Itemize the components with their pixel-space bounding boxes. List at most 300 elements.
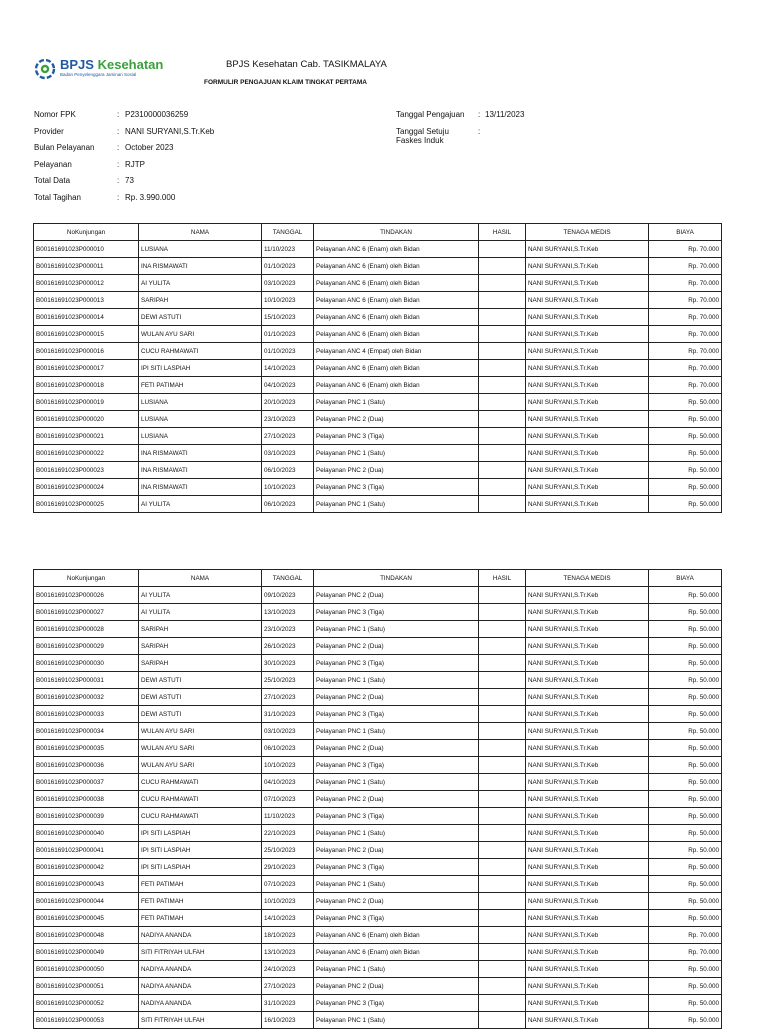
table-cell: 10/10/2023 bbox=[262, 893, 314, 910]
info-label: Pelayanan bbox=[34, 159, 72, 169]
table-cell: 07/10/2023 bbox=[262, 876, 314, 893]
info-colon: : bbox=[117, 126, 120, 136]
table-row bbox=[34, 621, 722, 638]
table-cell: NANI SURYANI,S.Tr.Keb bbox=[526, 479, 649, 496]
table-cell: 14/10/2023 bbox=[262, 360, 314, 377]
table-cell: Pelayanan PNC 2 (Dua) bbox=[314, 791, 479, 808]
table-row bbox=[34, 961, 722, 978]
table-cell: Rp. 50.000 bbox=[649, 587, 722, 604]
table-cell: Pelayanan ANC 6 (Enam) oleh Bidan bbox=[314, 241, 479, 258]
table-cell bbox=[479, 326, 526, 343]
table-cell: WULAN AYU SARI bbox=[139, 723, 262, 740]
table-cell: 20/10/2023 bbox=[262, 394, 314, 411]
table-cell bbox=[479, 672, 526, 689]
table-cell: Rp. 50.000 bbox=[649, 496, 722, 513]
table-cell: B00161691023P000053 bbox=[34, 1012, 139, 1029]
table-cell: 03/10/2023 bbox=[262, 445, 314, 462]
table-cell: 13/10/2023 bbox=[262, 944, 314, 961]
table-cell: SARIPAH bbox=[139, 292, 262, 309]
table-row bbox=[34, 309, 722, 326]
table-row bbox=[34, 462, 722, 479]
table-cell bbox=[479, 360, 526, 377]
table-cell bbox=[479, 825, 526, 842]
table-cell: Pelayanan PNC 2 (Dua) bbox=[314, 689, 479, 706]
table-cell: NANI SURYANI,S.Tr.Keb bbox=[526, 587, 649, 604]
table-cell: 23/10/2023 bbox=[262, 411, 314, 428]
table-row bbox=[34, 723, 722, 740]
table-cell: FETI PATIMAH bbox=[139, 377, 262, 394]
info-label: Bulan Pelayanan bbox=[34, 143, 95, 152]
table-row bbox=[34, 1012, 722, 1029]
table-row bbox=[34, 825, 722, 842]
table-cell: 01/10/2023 bbox=[262, 326, 314, 343]
table-cell: Pelayanan ANC 6 (Enam) oleh Bidan bbox=[314, 927, 479, 944]
info-label: Tanggal Setuju Faskes Induk bbox=[396, 126, 449, 145]
bpjs-emblem-icon bbox=[34, 58, 56, 80]
table-cell: 03/10/2023 bbox=[262, 275, 314, 292]
table-cell bbox=[479, 944, 526, 961]
table-cell: Rp. 50.000 bbox=[649, 1012, 722, 1029]
column-header: TENAGA MEDIS bbox=[526, 224, 649, 241]
table-row bbox=[34, 587, 722, 604]
table-row bbox=[34, 479, 722, 496]
table-cell: NANI SURYANI,S.Tr.Keb bbox=[526, 445, 649, 462]
table-cell: B00161691023P000017 bbox=[34, 360, 139, 377]
table-cell: B00161691023P000039 bbox=[34, 808, 139, 825]
table-cell: Pelayanan PNC 1 (Satu) bbox=[314, 496, 479, 513]
table-row bbox=[34, 241, 722, 258]
info-value: 13/11/2023 bbox=[485, 110, 525, 119]
table-cell: 25/10/2023 bbox=[262, 672, 314, 689]
table-cell: B00161691023P000016 bbox=[34, 343, 139, 360]
table-cell: NANI SURYANI,S.Tr.Keb bbox=[526, 604, 649, 621]
table-cell: LUSIANA bbox=[139, 411, 262, 428]
table-cell: Rp. 50.000 bbox=[649, 445, 722, 462]
table-row bbox=[34, 859, 722, 876]
table-cell: 06/10/2023 bbox=[262, 462, 314, 479]
table-cell: Rp. 70.000 bbox=[649, 326, 722, 343]
table-cell: NANI SURYANI,S.Tr.Keb bbox=[526, 411, 649, 428]
table-cell: Rp. 50.000 bbox=[649, 672, 722, 689]
info-colon: : bbox=[478, 110, 481, 119]
table-cell: NANI SURYANI,S.Tr.Keb bbox=[526, 876, 649, 893]
table-row bbox=[34, 978, 722, 995]
info-colon: : bbox=[478, 126, 481, 136]
table-cell: AI YULITA bbox=[139, 604, 262, 621]
table-cell: B00161691023P000052 bbox=[34, 995, 139, 1012]
table-cell bbox=[479, 343, 526, 360]
logo-tagline: Badan Penyelenggara Jaminan Sosial bbox=[60, 72, 137, 77]
info-label: Nomor FPK bbox=[34, 110, 76, 119]
table-cell: NADIYA ANANDA bbox=[139, 978, 262, 995]
table-cell bbox=[479, 655, 526, 672]
table-cell: Pelayanan PNC 1 (Satu) bbox=[314, 1012, 479, 1029]
table-cell: B00161691023P000037 bbox=[34, 774, 139, 791]
table-cell: Pelayanan PNC 3 (Tiga) bbox=[314, 604, 479, 621]
table-cell: Pelayanan PNC 1 (Satu) bbox=[314, 774, 479, 791]
table-cell: NANI SURYANI,S.Tr.Keb bbox=[526, 808, 649, 825]
table-cell: NANI SURYANI,S.Tr.Keb bbox=[526, 825, 649, 842]
table-cell: SITI FITRIYAH ULFAH bbox=[139, 1012, 262, 1029]
table-cell: AI YULITA bbox=[139, 496, 262, 513]
table-cell: 10/10/2023 bbox=[262, 479, 314, 496]
table-cell: 01/10/2023 bbox=[262, 343, 314, 360]
table-cell: DEWI ASTUTI bbox=[139, 689, 262, 706]
table-cell: 14/10/2023 bbox=[262, 910, 314, 927]
table-cell: 23/10/2023 bbox=[262, 621, 314, 638]
table-cell: 26/10/2023 bbox=[262, 638, 314, 655]
table-row bbox=[34, 689, 722, 706]
table-cell: NANI SURYANI,S.Tr.Keb bbox=[526, 944, 649, 961]
table-cell: WULAN AYU SARI bbox=[139, 326, 262, 343]
table-cell: NANI SURYANI,S.Tr.Keb bbox=[526, 292, 649, 309]
table-cell: 06/10/2023 bbox=[262, 740, 314, 757]
table-cell: NANI SURYANI,S.Tr.Keb bbox=[526, 740, 649, 757]
table-cell: NADIYA ANANDA bbox=[139, 995, 262, 1012]
table-cell: Rp. 50.000 bbox=[649, 910, 722, 927]
logo-wordmark: BPJS Kesehatan bbox=[60, 57, 164, 72]
table-cell: B00161691023P000027 bbox=[34, 604, 139, 621]
table-cell bbox=[479, 842, 526, 859]
table-cell bbox=[479, 876, 526, 893]
table-cell: NANI SURYANI,S.Tr.Keb bbox=[526, 757, 649, 774]
table-cell: CUCU RAHMAWATI bbox=[139, 808, 262, 825]
table-cell: Rp. 50.000 bbox=[649, 757, 722, 774]
table-cell: 04/10/2023 bbox=[262, 774, 314, 791]
info-colon: : bbox=[117, 192, 120, 202]
table-row bbox=[34, 292, 722, 309]
table-row bbox=[34, 360, 722, 377]
table-cell bbox=[479, 411, 526, 428]
table-cell: B00161691023P000041 bbox=[34, 842, 139, 859]
table-cell bbox=[479, 859, 526, 876]
table-cell: CUCU RAHMAWATI bbox=[139, 774, 262, 791]
table-cell: Rp. 50.000 bbox=[649, 638, 722, 655]
table-cell: NANI SURYANI,S.Tr.Keb bbox=[526, 978, 649, 995]
table-cell bbox=[479, 706, 526, 723]
table-cell: Pelayanan PNC 1 (Satu) bbox=[314, 672, 479, 689]
table-cell: B00161691023P000031 bbox=[34, 672, 139, 689]
column-header: NAMA bbox=[139, 570, 262, 587]
table-cell: IPI SITI LASPIAH bbox=[139, 842, 262, 859]
column-header: BIAYA bbox=[649, 570, 722, 587]
table-cell: Rp. 50.000 bbox=[649, 689, 722, 706]
table-cell: B00161691023P000019 bbox=[34, 394, 139, 411]
table-cell: Rp. 70.000 bbox=[649, 377, 722, 394]
table-cell: 04/10/2023 bbox=[262, 377, 314, 394]
table-cell: Pelayanan ANC 6 (Enam) oleh Bidan bbox=[314, 275, 479, 292]
table-cell: Pelayanan PNC 2 (Dua) bbox=[314, 638, 479, 655]
table-cell: Pelayanan PNC 3 (Tiga) bbox=[314, 706, 479, 723]
table-cell bbox=[479, 757, 526, 774]
table-cell: Pelayanan PNC 3 (Tiga) bbox=[314, 428, 479, 445]
table-cell: Pelayanan PNC 3 (Tiga) bbox=[314, 757, 479, 774]
table-cell: Rp. 50.000 bbox=[649, 791, 722, 808]
table-cell: Pelayanan PNC 2 (Dua) bbox=[314, 462, 479, 479]
table-cell: Pelayanan PNC 3 (Tiga) bbox=[314, 859, 479, 876]
table-cell: Rp. 50.000 bbox=[649, 479, 722, 496]
table-cell: NANI SURYANI,S.Tr.Keb bbox=[526, 910, 649, 927]
table-cell: NANI SURYANI,S.Tr.Keb bbox=[526, 995, 649, 1012]
info-value: Rp. 3.990.000 bbox=[125, 192, 176, 202]
table-cell: NANI SURYANI,S.Tr.Keb bbox=[526, 638, 649, 655]
table-cell bbox=[479, 978, 526, 995]
table-cell bbox=[479, 275, 526, 292]
table-cell: 01/10/2023 bbox=[262, 258, 314, 275]
table-cell: B00161691023P000022 bbox=[34, 445, 139, 462]
table-cell: B00161691023P000014 bbox=[34, 309, 139, 326]
table-cell: NANI SURYANI,S.Tr.Keb bbox=[526, 326, 649, 343]
table-cell: B00161691023P000011 bbox=[34, 258, 139, 275]
table-cell bbox=[479, 496, 526, 513]
table-cell: NANI SURYANI,S.Tr.Keb bbox=[526, 655, 649, 672]
column-header: NAMA bbox=[139, 224, 262, 241]
table-cell: B00161691023P000049 bbox=[34, 944, 139, 961]
table-cell: Rp. 70.000 bbox=[649, 927, 722, 944]
table-cell: 22/10/2023 bbox=[262, 825, 314, 842]
table-cell: IPI SITI LASPIAH bbox=[139, 825, 262, 842]
table-cell: NANI SURYANI,S.Tr.Keb bbox=[526, 842, 649, 859]
table-cell bbox=[479, 995, 526, 1012]
table-cell: NANI SURYANI,S.Tr.Keb bbox=[526, 927, 649, 944]
table-cell bbox=[479, 377, 526, 394]
table-cell: 27/10/2023 bbox=[262, 428, 314, 445]
table-cell bbox=[479, 808, 526, 825]
table-cell: B00161691023P000030 bbox=[34, 655, 139, 672]
info-label: Tanggal Pengajuan bbox=[396, 110, 465, 119]
claims-table-2 bbox=[33, 569, 722, 1029]
info-label: Provider bbox=[34, 126, 64, 136]
column-header: NoKunjungan bbox=[34, 570, 139, 587]
info-value: 73 bbox=[125, 176, 134, 185]
table-cell: Pelayanan ANC 4 (Empat) oleh Bidan bbox=[314, 343, 479, 360]
form-title: FORMULIR PENGAJUAN KLAIM TINGKAT PERTAMA bbox=[204, 79, 367, 86]
table-cell: NANI SURYANI,S.Tr.Keb bbox=[526, 394, 649, 411]
table-cell: NANI SURYANI,S.Tr.Keb bbox=[526, 723, 649, 740]
table-cell: Pelayanan PNC 1 (Satu) bbox=[314, 825, 479, 842]
table-cell: Rp. 70.000 bbox=[649, 343, 722, 360]
table-cell: Pelayanan PNC 1 (Satu) bbox=[314, 723, 479, 740]
table-cell: Pelayanan ANC 6 (Enam) oleh Bidan bbox=[314, 309, 479, 326]
table-cell: Pelayanan PNC 1 (Satu) bbox=[314, 961, 479, 978]
table-cell: Rp. 50.000 bbox=[649, 723, 722, 740]
table-cell: 03/10/2023 bbox=[262, 723, 314, 740]
table-cell: B00161691023P000042 bbox=[34, 859, 139, 876]
table-cell: LUSIANA bbox=[139, 241, 262, 258]
table-cell: B00161691023P000013 bbox=[34, 292, 139, 309]
table-cell: 10/10/2023 bbox=[262, 292, 314, 309]
table-cell bbox=[479, 910, 526, 927]
table-cell: Rp. 50.000 bbox=[649, 808, 722, 825]
table-row bbox=[34, 377, 722, 394]
table-cell: Rp. 50.000 bbox=[649, 893, 722, 910]
table-cell: DEWI ASTUTI bbox=[139, 672, 262, 689]
info-value: NANI SURYANI,S.Tr.Keb bbox=[125, 126, 215, 136]
table-cell: WULAN AYU SARI bbox=[139, 757, 262, 774]
table-cell: Rp. 50.000 bbox=[649, 995, 722, 1012]
table-cell: NANI SURYANI,S.Tr.Keb bbox=[526, 1012, 649, 1029]
table-cell: SARIPAH bbox=[139, 655, 262, 672]
table-cell: Rp. 70.000 bbox=[649, 241, 722, 258]
info-colon: : bbox=[117, 143, 120, 152]
column-header: TINDAKAN bbox=[314, 570, 479, 587]
table-cell: B00161691023P000034 bbox=[34, 723, 139, 740]
table-cell: SARIPAH bbox=[139, 621, 262, 638]
info-colon: : bbox=[117, 176, 120, 185]
table-cell: Rp. 50.000 bbox=[649, 428, 722, 445]
table-row bbox=[34, 428, 722, 445]
table-row bbox=[34, 893, 722, 910]
info-value: P2310000036259 bbox=[125, 110, 189, 119]
table-row bbox=[34, 258, 722, 275]
table-cell: NANI SURYANI,S.Tr.Keb bbox=[526, 672, 649, 689]
table-cell: NANI SURYANI,S.Tr.Keb bbox=[526, 275, 649, 292]
table-cell: Rp. 50.000 bbox=[649, 825, 722, 842]
table-cell: 15/10/2023 bbox=[262, 309, 314, 326]
table-cell: B00161691023P000033 bbox=[34, 706, 139, 723]
table-cell: Rp. 50.000 bbox=[649, 462, 722, 479]
table-cell: NANI SURYANI,S.Tr.Keb bbox=[526, 309, 649, 326]
table-cell: B00161691023P000036 bbox=[34, 757, 139, 774]
column-header: TENAGA MEDIS bbox=[526, 570, 649, 587]
table-cell: Rp. 70.000 bbox=[649, 275, 722, 292]
table-cell: Pelayanan PNC 1 (Satu) bbox=[314, 394, 479, 411]
table-cell: NANI SURYANI,S.Tr.Keb bbox=[526, 343, 649, 360]
table-row bbox=[34, 445, 722, 462]
table-cell: Pelayanan PNC 2 (Dua) bbox=[314, 587, 479, 604]
table-cell: NANI SURYANI,S.Tr.Keb bbox=[526, 689, 649, 706]
table-cell: B00161691023P000015 bbox=[34, 326, 139, 343]
claims-table-1 bbox=[33, 223, 722, 513]
table-cell: NADIYA ANANDA bbox=[139, 961, 262, 978]
table-cell: Rp. 50.000 bbox=[649, 621, 722, 638]
table-cell bbox=[479, 791, 526, 808]
info-colon: : bbox=[117, 159, 120, 169]
table-cell: NANI SURYANI,S.Tr.Keb bbox=[526, 462, 649, 479]
table-cell: CUCU RAHMAWATI bbox=[139, 343, 262, 360]
table-cell: Pelayanan ANC 6 (Enam) oleh Bidan bbox=[314, 326, 479, 343]
table-row bbox=[34, 275, 722, 292]
table-cell bbox=[479, 241, 526, 258]
table-row bbox=[34, 655, 722, 672]
table-cell: Pelayanan ANC 6 (Enam) oleh Bidan bbox=[314, 258, 479, 275]
table-cell: Rp. 50.000 bbox=[649, 859, 722, 876]
table-cell: 18/10/2023 bbox=[262, 927, 314, 944]
table-cell: B00161691023P000025 bbox=[34, 496, 139, 513]
table-cell bbox=[479, 927, 526, 944]
table-cell bbox=[479, 774, 526, 791]
column-header: HASIL bbox=[479, 570, 526, 587]
table-cell bbox=[479, 309, 526, 326]
table-cell: 16/10/2023 bbox=[262, 1012, 314, 1029]
table-cell bbox=[479, 587, 526, 604]
table-cell bbox=[479, 740, 526, 757]
table-cell: 31/10/2023 bbox=[262, 706, 314, 723]
table-cell: Rp. 70.000 bbox=[649, 309, 722, 326]
table-row bbox=[34, 740, 722, 757]
table-cell: LUSIANA bbox=[139, 394, 262, 411]
table-cell: NANI SURYANI,S.Tr.Keb bbox=[526, 377, 649, 394]
table-cell: 24/10/2023 bbox=[262, 961, 314, 978]
bpjs-logo bbox=[34, 58, 174, 84]
column-header: TANGGAL bbox=[262, 570, 314, 587]
table-cell: Rp. 50.000 bbox=[649, 978, 722, 995]
table-cell: CUCU RAHMAWATI bbox=[139, 791, 262, 808]
info-label: Total Data bbox=[34, 176, 71, 185]
table-cell: B00161691023P000032 bbox=[34, 689, 139, 706]
table-cell bbox=[479, 604, 526, 621]
table-row bbox=[34, 326, 722, 343]
table-cell: 06/10/2023 bbox=[262, 496, 314, 513]
table-cell bbox=[479, 723, 526, 740]
table-cell: NANI SURYANI,S.Tr.Keb bbox=[526, 706, 649, 723]
table-cell: Pelayanan PNC 3 (Tiga) bbox=[314, 808, 479, 825]
table-cell: Pelayanan PNC 3 (Tiga) bbox=[314, 910, 479, 927]
table-cell: Pelayanan PNC 1 (Satu) bbox=[314, 621, 479, 638]
table-cell: SITI FITRIYAH ULFAH bbox=[139, 944, 262, 961]
table-cell bbox=[479, 292, 526, 309]
info-value: RJTP bbox=[125, 159, 145, 169]
table-row bbox=[34, 791, 722, 808]
table-cell: INA RISMAWATI bbox=[139, 258, 262, 275]
column-header: TINDAKAN bbox=[314, 224, 479, 241]
table-cell: Rp. 50.000 bbox=[649, 655, 722, 672]
table-cell: Rp. 50.000 bbox=[649, 740, 722, 757]
table-cell: FETI PATIMAH bbox=[139, 876, 262, 893]
table-cell: Rp. 70.000 bbox=[649, 292, 722, 309]
info-value: October 2023 bbox=[125, 143, 174, 152]
table-cell bbox=[479, 394, 526, 411]
table-cell: 31/10/2023 bbox=[262, 995, 314, 1012]
table-cell: NANI SURYANI,S.Tr.Keb bbox=[526, 360, 649, 377]
table-cell: 11/10/2023 bbox=[262, 808, 314, 825]
table-cell bbox=[479, 1012, 526, 1029]
column-header: TANGGAL bbox=[262, 224, 314, 241]
table-cell: Pelayanan PNC 1 (Satu) bbox=[314, 445, 479, 462]
table-cell: NANI SURYANI,S.Tr.Keb bbox=[526, 961, 649, 978]
table-cell: NANI SURYANI,S.Tr.Keb bbox=[526, 893, 649, 910]
table-cell: 11/10/2023 bbox=[262, 241, 314, 258]
table-cell: 30/10/2023 bbox=[262, 655, 314, 672]
table-cell: Rp. 50.000 bbox=[649, 604, 722, 621]
table-row bbox=[34, 774, 722, 791]
table-cell: Rp. 50.000 bbox=[649, 411, 722, 428]
table-row bbox=[34, 638, 722, 655]
table-row bbox=[34, 876, 722, 893]
table-cell: B00161691023P000029 bbox=[34, 638, 139, 655]
table-row bbox=[34, 808, 722, 825]
table-cell: INA RISMAWATI bbox=[139, 479, 262, 496]
table-cell: Pelayanan PNC 2 (Dua) bbox=[314, 842, 479, 859]
table-cell: NANI SURYANI,S.Tr.Keb bbox=[526, 496, 649, 513]
table-row bbox=[34, 672, 722, 689]
table-cell: Rp. 50.000 bbox=[649, 706, 722, 723]
table-cell: B00161691023P000051 bbox=[34, 978, 139, 995]
table-cell: Pelayanan PNC 2 (Dua) bbox=[314, 893, 479, 910]
table-cell: Rp. 50.000 bbox=[649, 394, 722, 411]
table-row bbox=[34, 927, 722, 944]
table-cell: B00161691023P000024 bbox=[34, 479, 139, 496]
table-cell: Pelayanan PNC 2 (Dua) bbox=[314, 978, 479, 995]
table-cell bbox=[479, 893, 526, 910]
table-cell: FETI PATIMAH bbox=[139, 893, 262, 910]
table-cell: Rp. 50.000 bbox=[649, 774, 722, 791]
table-cell: NANI SURYANI,S.Tr.Keb bbox=[526, 258, 649, 275]
table-cell bbox=[479, 638, 526, 655]
table-cell bbox=[479, 479, 526, 496]
table-cell: B00161691023P000050 bbox=[34, 961, 139, 978]
table-cell: B00161691023P000023 bbox=[34, 462, 139, 479]
